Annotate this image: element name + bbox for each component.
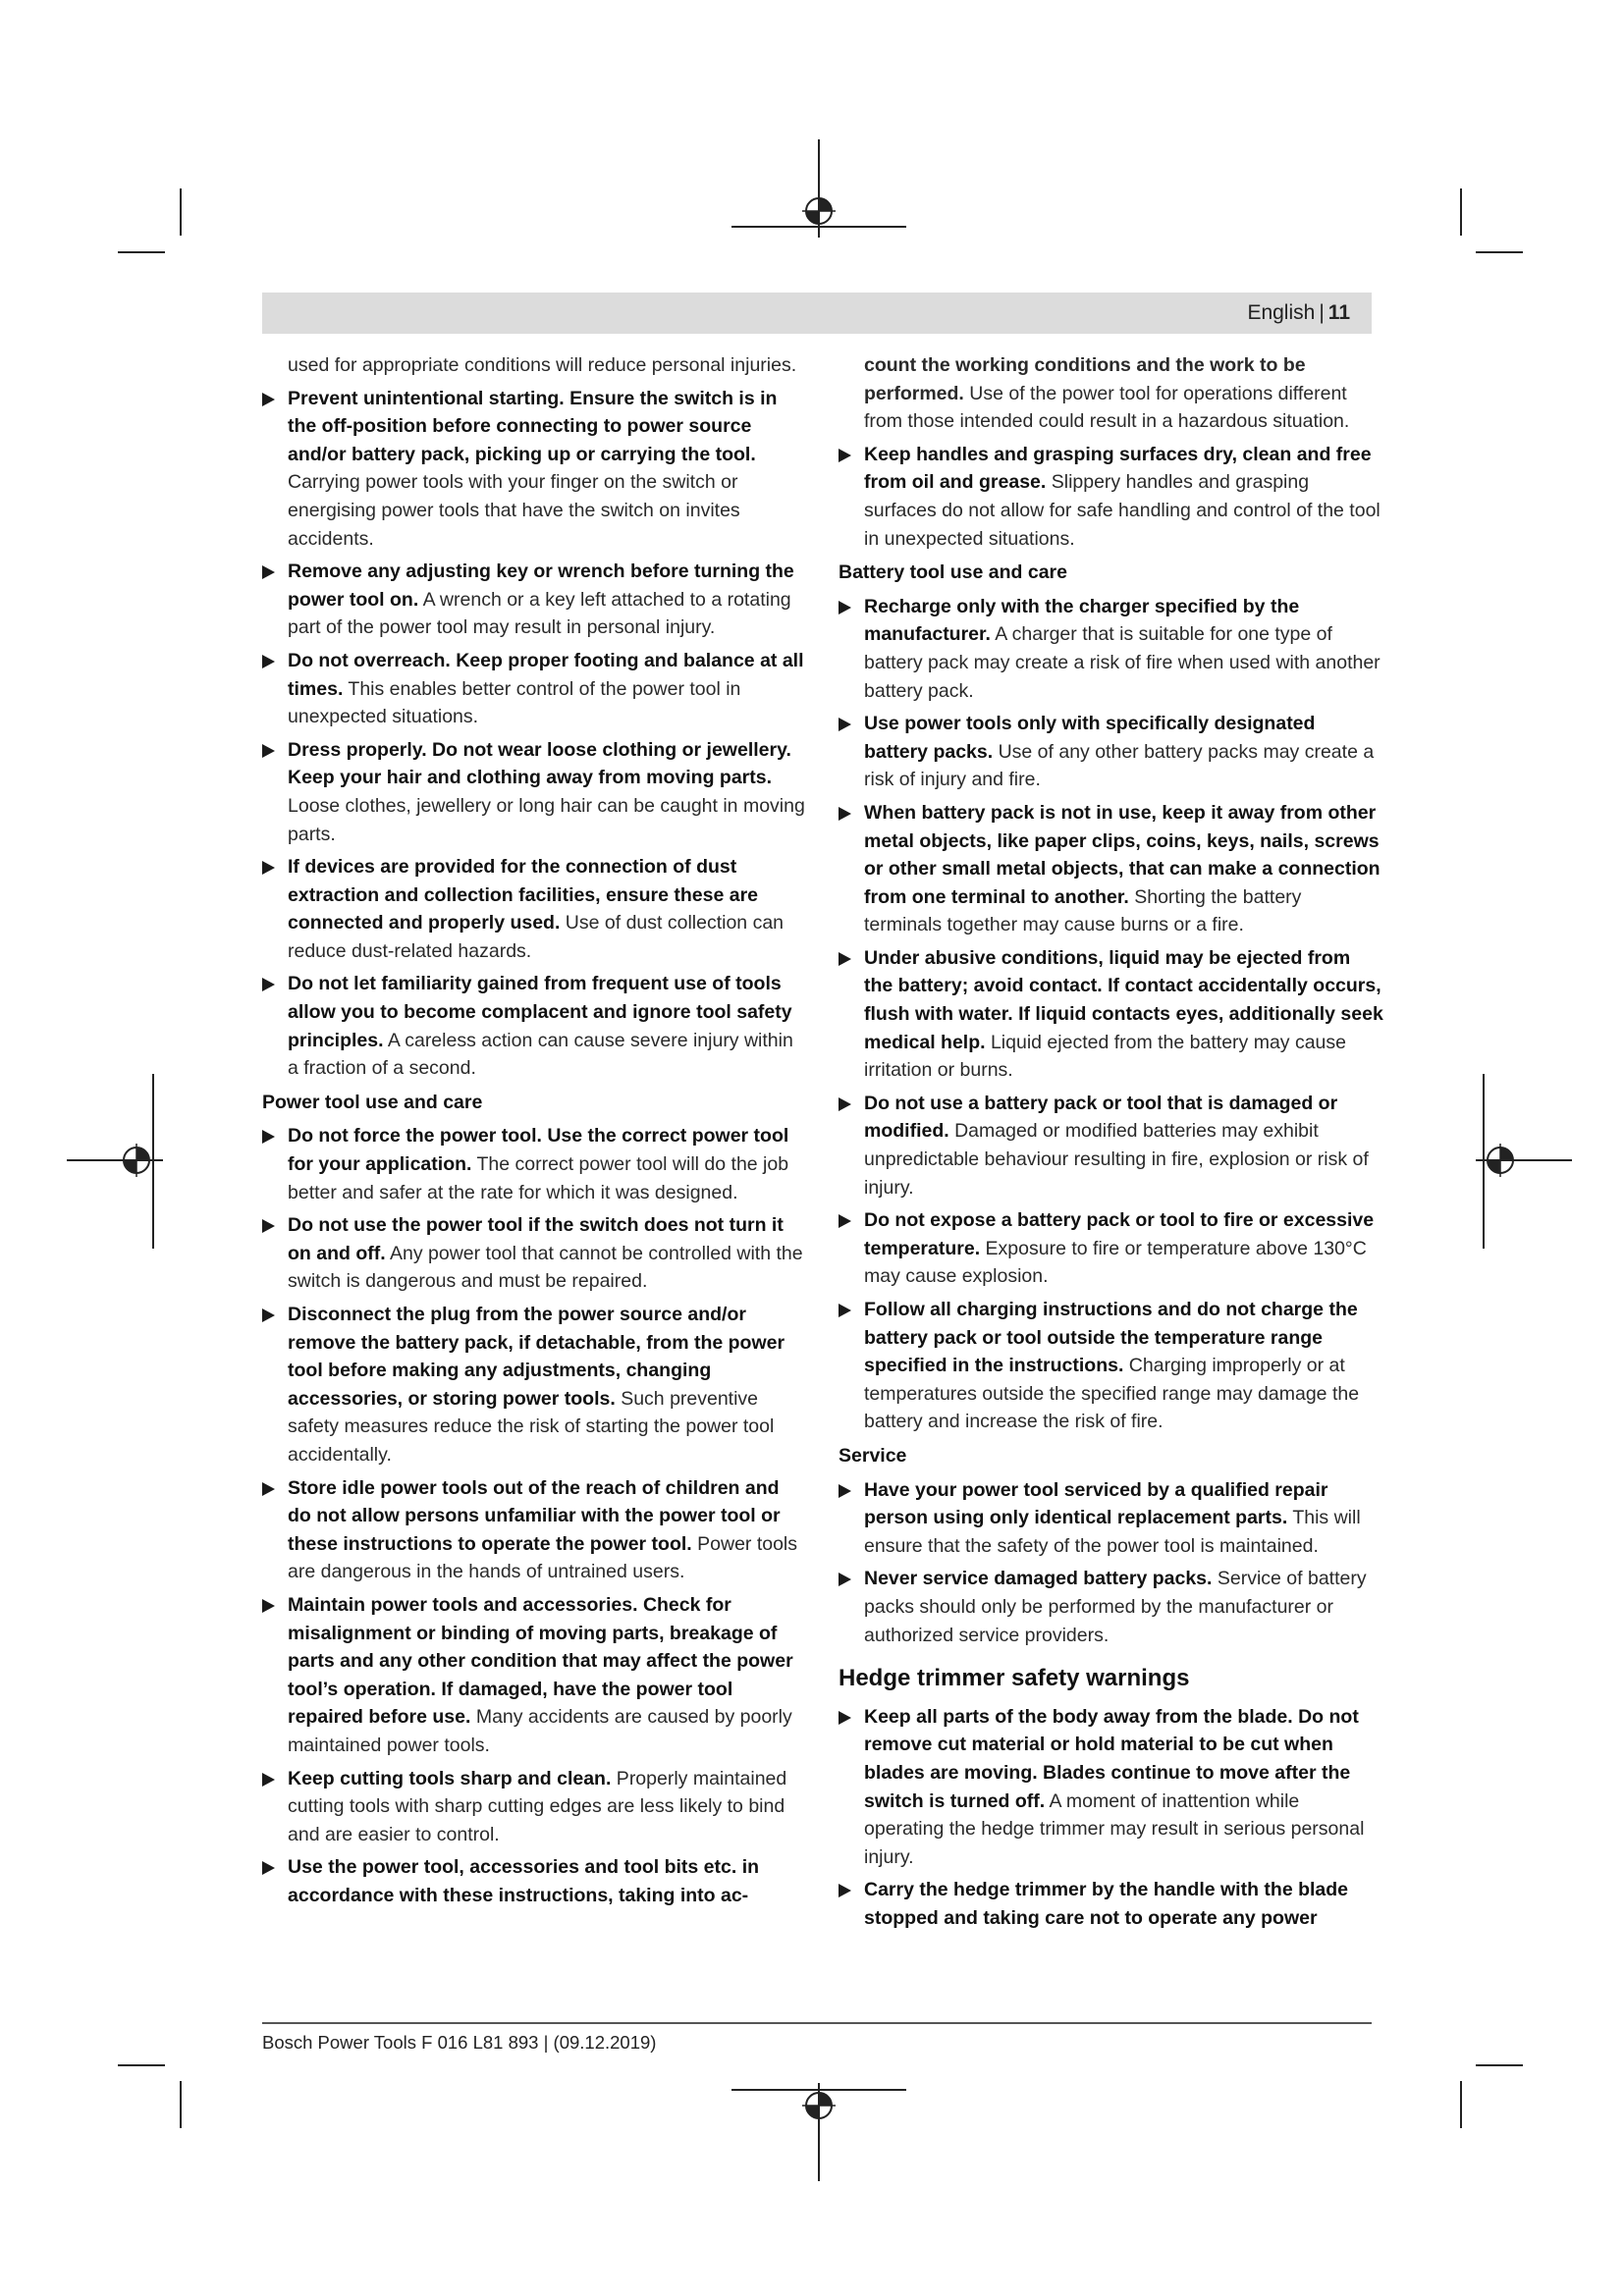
bullet-triangle-icon: [262, 1861, 275, 1875]
bullet-triangle-icon: [262, 1773, 275, 1787]
bullet-triangle-icon: [839, 1097, 851, 1111]
page-number: 11: [1327, 301, 1350, 324]
crop-mark: [180, 188, 182, 236]
bullet-item: Keep cutting tools sharp and clean. Properly maintained cutting tools with sharp cutting edges are less likely to bind and are easier to control.: [262, 1765, 807, 1849]
bullet-item: Carry the hedge trimmer by the handle with the blade stopped and taking care not to operate any power: [839, 1876, 1383, 1932]
bullet-triangle-icon: [839, 718, 851, 731]
registration-target-icon: [802, 2089, 836, 2122]
bullet-item: Under abusive conditions, liquid may be ejected from the battery; avoid contact. If contact accidentally occurs, flush with water. If liquid contacts eyes, additionally seek medical help. Liquid ejected from the battery may cause irritation or burns.: [839, 944, 1383, 1085]
bullet-triangle-icon: [839, 1484, 851, 1498]
section-title: Hedge trimmer safety warnings: [839, 1665, 1190, 1692]
continued-text: used for appropriate conditions will reduce personal injuries.: [288, 354, 797, 376]
bullet-triangle-icon: [262, 1308, 275, 1322]
crop-mark: [1460, 2081, 1462, 2128]
bullet-triangle-icon: [262, 1219, 275, 1233]
bullet-item: Follow all charging instructions and do not charge the battery pack or tool outside the temperature range specified in the instructions. Charging improperly or at temperatures outside the specified range may damage the battery and increase the risk of fire.: [839, 1296, 1383, 1436]
bullet-triangle-icon: [262, 861, 275, 875]
bullet-item: Use power tools only with specifically designated battery packs. Use of any other battery packs may create a risk of injury and fire.: [839, 710, 1383, 794]
bullet-item: Do not force the power tool. Use the correct power tool for your application. The correct power tool will do the job better and safer at the rate for which it was designed.: [262, 1122, 807, 1206]
bullet-item: Prevent unintentional starting. Ensure the switch is in the off-position before connecting to power source and/or battery pack, picking up or carrying the tool. Carrying power tools with your finger on the switch or energising power tools that have the switch on invites accidents.: [262, 385, 807, 554]
footer-text: Bosch Power Tools F 016 L81 893 | (09.12.2019): [262, 2032, 657, 2053]
bullet-triangle-icon: [839, 449, 851, 462]
footer-rule: [262, 2022, 1372, 2024]
section-heading: Service: [839, 1444, 907, 1467]
section-heading: Battery tool use and care: [839, 561, 1067, 584]
bullet-triangle-icon: [839, 1214, 851, 1228]
bullet-item: Never service damaged battery packs. Service of battery packs should only be performed by the manufacturer or authorized service providers.: [839, 1565, 1383, 1649]
bullet-item: Keep all parts of the body away from the blade. Do not remove cut material or hold material to be cut when blades are moving. Blades continue to move after the switch is turned off. A moment of inattention while operating the hedge trimmer may result in serious personal injury.: [839, 1703, 1383, 1872]
bullet-item: Maintain power tools and accessories. Check for misalignment or binding of moving parts, breakage of parts and any other condition that may affect the power tool’s operation. If damaged, have the power tool repaired before use. Many accidents are caused by poorly maintained power tools.: [262, 1591, 807, 1760]
bullet-item: Use the power tool, accessories and tool bits etc. in accordance with these instructions, taking into ac-: [262, 1853, 807, 1909]
bullet-triangle-icon: [839, 1884, 851, 1897]
bullet-triangle-icon: [262, 655, 275, 668]
bullet-triangle-icon: [839, 1573, 851, 1586]
bullet-triangle-icon: [262, 1130, 275, 1144]
crop-mark: [180, 2081, 182, 2128]
bullet-triangle-icon: [839, 1711, 851, 1725]
left-column: [262, 351, 807, 1914]
bullet-triangle-icon: [262, 978, 275, 991]
bullet-triangle-icon: [839, 807, 851, 821]
bullet-item: Do not use a battery pack or tool that is damaged or modified. Damaged or modified batteries may exhibit unpredictable behaviour resulting in fire, explosion or risk of injury.: [839, 1090, 1383, 1201]
bullet-triangle-icon: [262, 565, 275, 579]
crop-mark: [1460, 188, 1462, 236]
bullet-item: Keep handles and grasping surfaces dry, clean and free from oil and grease. Slippery handles and grasping surfaces do not allow for safe handling and control of the tool in unexpected situations.: [839, 441, 1383, 553]
registration-target-icon: [802, 194, 836, 228]
bullet-item: Recharge only with the charger specified by the manufacturer. A charger that is suitable for one type of battery pack may create a risk of fire when used with another battery pack.: [839, 593, 1383, 705]
bullet-triangle-icon: [262, 1599, 275, 1613]
crop-mark: [118, 251, 165, 253]
bullet-item: Store idle power tools out of the reach of children and do not allow persons unfamiliar with the power tool or these instructions to operate the power tool. Power tools are dangerous in the hands of untrained users.: [262, 1474, 807, 1586]
bullet-item: When battery pack is not in use, keep it away from other metal objects, like paper clips, coins, keys, nails, screws or other small metal objects, that can make a connection from one terminal to another. Shorting the battery terminals together may cause burns or a fire.: [839, 799, 1383, 939]
registration-target-icon: [1484, 1144, 1517, 1177]
bullet-triangle-icon: [262, 744, 275, 758]
crop-mark: [1476, 251, 1523, 253]
bullet-item: Do not use the power tool if the switch does not turn it on and off. Any power tool that cannot be controlled with the switch is dangerous and must be repaired.: [262, 1211, 807, 1296]
header-text: English | 11: [1247, 301, 1350, 324]
page-header: [262, 293, 1372, 334]
bullet-item: Do not overreach. Keep proper footing and balance at all times. This enables better control of the power tool in unexpected situations.: [262, 647, 807, 731]
bullet-triangle-icon: [839, 1304, 851, 1317]
registration-target-icon: [120, 1144, 153, 1177]
bullet-item: Have your power tool serviced by a qualified repair person using only identical replacement parts. This will ensure that the safety of the power tool is maintained.: [839, 1476, 1383, 1561]
bullet-item: Remove any adjusting key or wrench before turning the power tool on. A wrench or a key left attached to a rotating part of the power tool may result in personal injury.: [262, 558, 807, 642]
crop-mark: [118, 2064, 165, 2066]
bullet-item: Disconnect the plug from the power source and/or remove the battery pack, if detachable, from the power tool before making any adjustments, changing accessories, or storing power tools. Such preventive safety measures reduce the risk of starting the power tool accidentally.: [262, 1301, 807, 1469]
section-heading: Power tool use and care: [262, 1091, 483, 1113]
bullet-triangle-icon: [262, 1482, 275, 1496]
bullet-item: If devices are provided for the connection of dust extraction and collection facilities, ensure these are connected and properly used. Use of dust collection can reduce dust-related hazards.: [262, 853, 807, 965]
crop-mark: [1476, 2064, 1523, 2066]
bullet-triangle-icon: [262, 393, 275, 406]
header-language: English: [1247, 301, 1316, 324]
bullet-item: Dress properly. Do not wear loose clothing or jewellery. Keep your hair and clothing away from moving parts. Loose clothes, jewellery or long hair can be caught in moving parts.: [262, 736, 807, 848]
bullet-triangle-icon: [839, 601, 851, 614]
bullet-item: Do not expose a battery pack or tool to fire or excessive temperature. Exposure to fire or temperature above 130°C may cause explosion.: [839, 1206, 1383, 1291]
continued-text: count the working conditions and the work to be performed. Use of the power tool for operations different from those intended could result in a hazardous situation.: [864, 354, 1350, 433]
bullet-item: Do not let familiarity gained from frequent use of tools allow you to become complacent and ignore tool safety principles. A careless action can cause severe injury within a fraction of a second.: [262, 970, 807, 1082]
bullet-triangle-icon: [839, 952, 851, 966]
right-column: [839, 351, 1383, 1937]
